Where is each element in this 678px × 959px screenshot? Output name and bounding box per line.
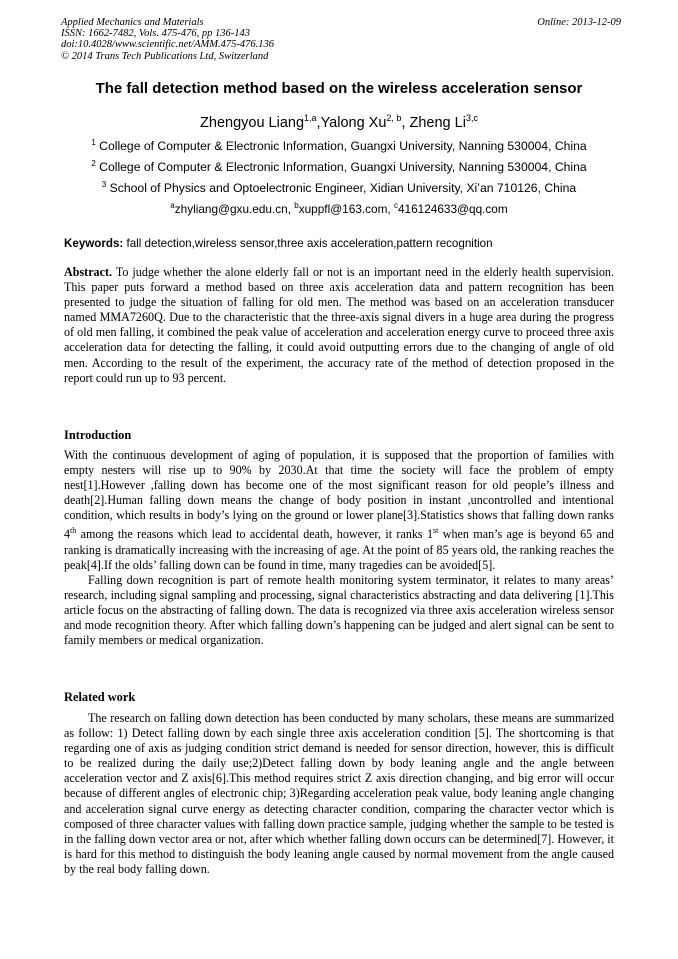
author-name: Yalong Xu [320, 114, 387, 131]
affiliation-sup: 3 [101, 180, 107, 189]
email-link[interactable]: xuppfl@163.com, [298, 201, 394, 216]
affiliation-sup: 2 [91, 159, 96, 168]
email-link[interactable]: 416124633@qq.com [397, 201, 508, 216]
intro-text: With the continuous development of aging of population, it is supposed that the proportion of families with empty nesters will rise up to 90% by 2030.At that time the society will face the problem of empty nest[1].However ,falling down has become one of the most significant reason for old people’s illness and death[2].Human falling down means the change of body position in instant ,uncontrolled and intentional condition, which results in body’s lying on the ground or lower plane[3].Statistics shows that falling down ranks 4 [64, 448, 614, 542]
affiliation-sup: 1 [91, 138, 96, 147]
affiliation-text: College of Computer & Electronic Information, Guangxi University, Nanning 530004, China [99, 160, 587, 175]
author-list [0, 113, 678, 131]
introduction-body [64, 448, 614, 648]
related-work-body [64, 711, 614, 877]
email-sup: a [170, 201, 175, 210]
email-link[interactable]: zhyliang@gxu.edu.cn, [174, 201, 295, 216]
copyright-line: © 2014 Trans Tech Publications Ltd, Switzerland [61, 50, 269, 62]
intro-sup: th [70, 526, 77, 536]
email-sup: b [294, 201, 299, 210]
introduction-heading: Introduction [64, 428, 132, 442]
author-name: Zheng Li [409, 114, 466, 131]
related-work-heading: Related work [64, 690, 136, 704]
related-work-paragraph-1: The research on falling down detection has been conducted by many scholars, these means are summarized as follow: 1) Detect falling down by each single three axis acceleration condition [5]. The shortcoming is that regarding one of axis as judging condition strict demand is needed for sensor direction, however, this is difficult to be realized during the daily use;2)Detect falling down by body leaning angle and the angle between acceleration vector and Z axis[6].This method requires strict Z axis direction changing, and big error will occur because of different angles of electronic chip; 3)Regarding acceleration peak value, body leaning angle changing and acceleration signal curve energy as detecting character condition, comparing the character vector which is composed of three character values with falling down practice sample, judging whether the sample to be tested is in the falling down vector area or not, after which whether falling down occurs can be determined[7]. However, it is hard for this method to distinguish the body leaning angle caused by normal movement from the angle caused by the real body falling down. [64, 711, 614, 876]
abstract [64, 265, 614, 386]
introduction-paragraph-2: Falling down recognition is part of remote health monitoring system terminator, it relates to many areas’ research, including signal sampling and processing, signal characteristics abstracting and data delivering [1].This article focus on the abstracting of falling down. The data is recognized via three axis acceleration wireless sensor and mode recognition theory. After which falling down’s happening can be judged and alert signal can be sent to family members or medical organization. [64, 572, 614, 648]
paper-title: The fall detection method based on the wireless acceleration sensor [95, 80, 583, 97]
doi-line: doi:10.4028/www.scientific.net/AMM.475-476.136 [61, 39, 274, 51]
email-sup: c [393, 201, 398, 210]
affiliation-text: School of Physics and Optoelectronic Engineer, Xidian University, Xi’an 710126, China [109, 181, 577, 196]
journal-name: Applied Mechanics and Materials [61, 17, 204, 28]
author-sep: , [316, 114, 321, 131]
author-sup: 1,a [304, 113, 317, 123]
affiliation-1 [0, 138, 678, 153]
issn-line: ISSN: 1662-7482, Vols. 475-476, pp 136-143 [61, 28, 250, 40]
author-sep: , [401, 114, 410, 131]
introduction-paragraph-1 [64, 448, 614, 573]
affiliation-2 [0, 159, 678, 174]
journal-header [61, 17, 621, 62]
keywords-label: Keywords: [64, 237, 124, 250]
online-date: Online: 2013-12-09 [537, 17, 621, 28]
affiliation-text: College of Computer & Electronic Information, Guangxi University, Nanning 530004, China [99, 139, 587, 154]
keywords-text: fall detection,wireless sensor,three axis acceleration,pattern recognition [123, 237, 493, 250]
affiliation-3 [0, 180, 678, 195]
author-sup: 3,c [465, 113, 478, 123]
intro-text: when man’s age is beyond 65 and ranking is dramatically increasing with the increasing of age. At the point of 85 years old, the ranking reaches the peak[4].If the olds’ falling down can be found in time, many tragedies can be avoided[5]. [64, 527, 614, 572]
author-name: Zhengyou Liang [200, 114, 305, 131]
abstract-text: To judge whether the alone elderly fall or not is an important need in the elderly health supervision. This paper puts forward a method based on three axis acceleration data and pattern recognition has been presented to judge the situation of falling for old men. The method was based on an acceleration transducer named MMA7260Q. Due to the characteristic that the three-axis signal divers in a huge area during the progress of old men falling, it combined the peak value of acceleration and acceleration energy curve to proceed three axis acceleration data for detecting the falling, it could avoid outputting errors due to the changing of angle of old men. According to the result of the experiment, the accuracy rate of the method of detection proposed in the report could run up to 93 percent. [64, 265, 614, 385]
intro-sup: st [433, 526, 439, 536]
author-sup: 2, b [386, 113, 402, 123]
abstract-label: Abstract. [64, 265, 113, 279]
email-list [0, 201, 678, 216]
keywords [64, 237, 616, 250]
intro-text: among the reasons which lead to accidental death, however, it ranks 1 [76, 527, 434, 542]
